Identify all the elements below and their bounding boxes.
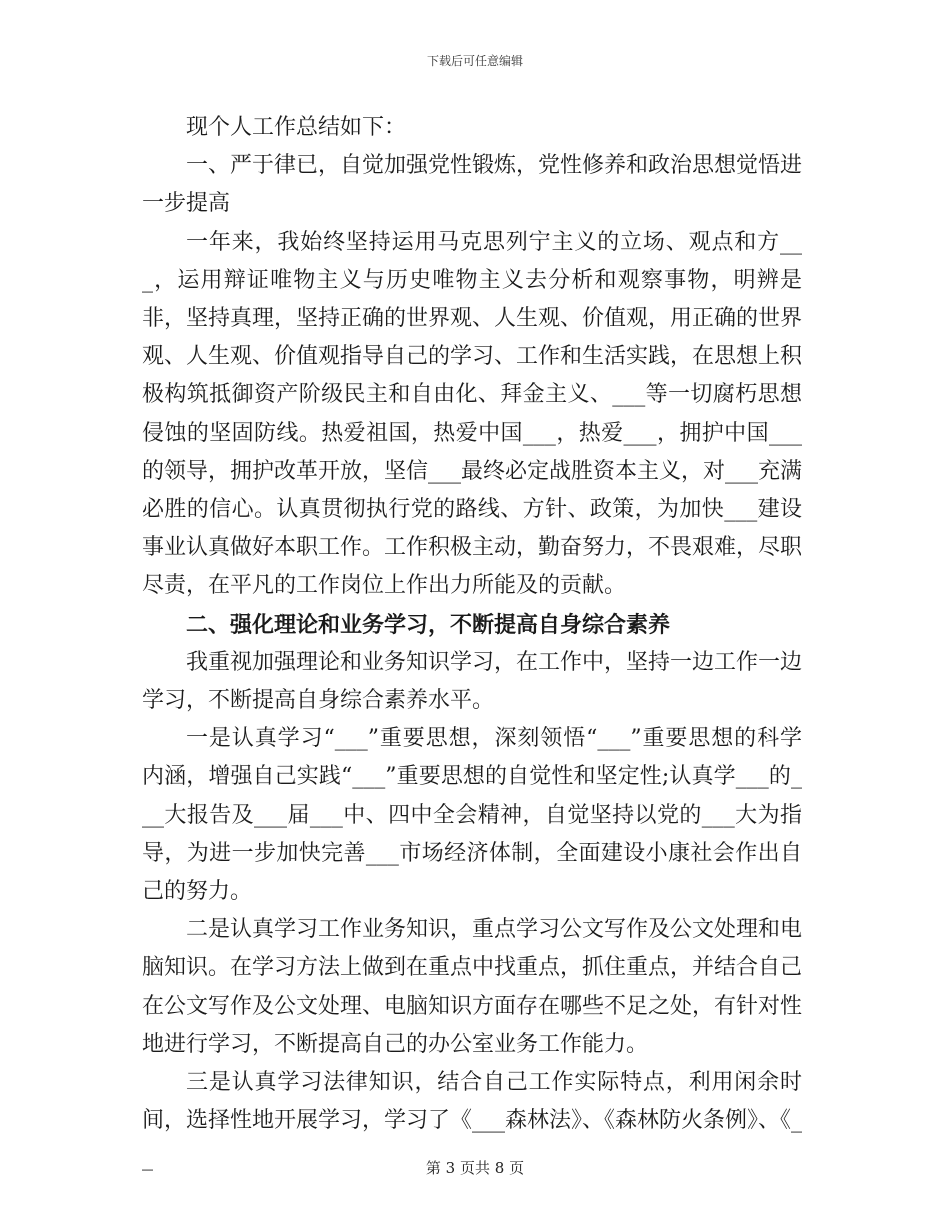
paragraph-intro: 现个人工作总结如下： [186, 115, 407, 140]
paragraph-point-3: 三是认真学习法律知识，结合自己工作实际特点，利用闲余时间，选择性地开展学习，学习了《___森林法》、《森林防火条例》、《__ [142, 1070, 803, 1172]
paragraph-point-1: 一是认真学习“___”重要思想，深刻领悟“___”重要思想的科学内涵，增强自己实践“___”重要思想的自觉性和坚定性;认真学___的___大报告及___届___中、四中全会精神，自觉坚持以党的___大为指导，为进一步加快完善___市场经济体制，全面建设小康社会作出自己的努力。 [142, 726, 802, 905]
page-number-footer: 第 3 页共 8 页 [425, 1159, 525, 1177]
section-heading-1: 一、严于律已，自觉加强党性锻炼，党性修养和政治思想觉悟进一步提高 [142, 153, 803, 217]
paragraph-point-2: 二是认真学习工作业务知识，重点学习公文写作及公文处理和电脑知识。在学习方法上做到在重点中找重点，抓住重点，并结合自己在公文写作及公文处理、电脑知识方面存在哪些不足之处，有针对性地进行学习，不断提高自己的办公室业务工作能力。 [142, 917, 803, 1057]
page-header-note: 下载后可任意编辑 [426, 54, 523, 68]
section-heading-2: 二、强化理论和业务学习，不断提高自身综合素养 [186, 611, 671, 638]
paragraph-section-1-body: 一年来，我始终坚持运用马克思列宁主义的立场、观点和方___，运用辩证唯物主义与历史唯物主义去分析和观察事物，明辨是非，坚持真理，坚持正确的世界观、人生观、价值观，用正确的世界观、人生观、价值观指导自己的学习、工作和生活实践，在思想上积极构筑抵御资产阶级民主和自由化、拜金主义、___等一切腐朽思想侵蚀的坚固防线。热爱祖国，热爱中国___，热爱___，拥护中国___的领导，拥护改革开放，坚信___最终必定战胜资本主义，对___充满必胜的信心。认真贯彻执行党的路线、方针、政策，为加快___建设事业认真做好本职工作。工作积极主动，勤奋努力，不畏艰难，尽职尽责，在平凡的工作岗位上作出力所能及的贡献。 [142, 229, 803, 599]
document-body [142, 109, 802, 1179]
paragraph-section-2-intro: 我重视加强理论和业务知识学习，在工作中，坚持一边工作一边学习，不断提高自身综合素养水平。 [142, 649, 803, 714]
